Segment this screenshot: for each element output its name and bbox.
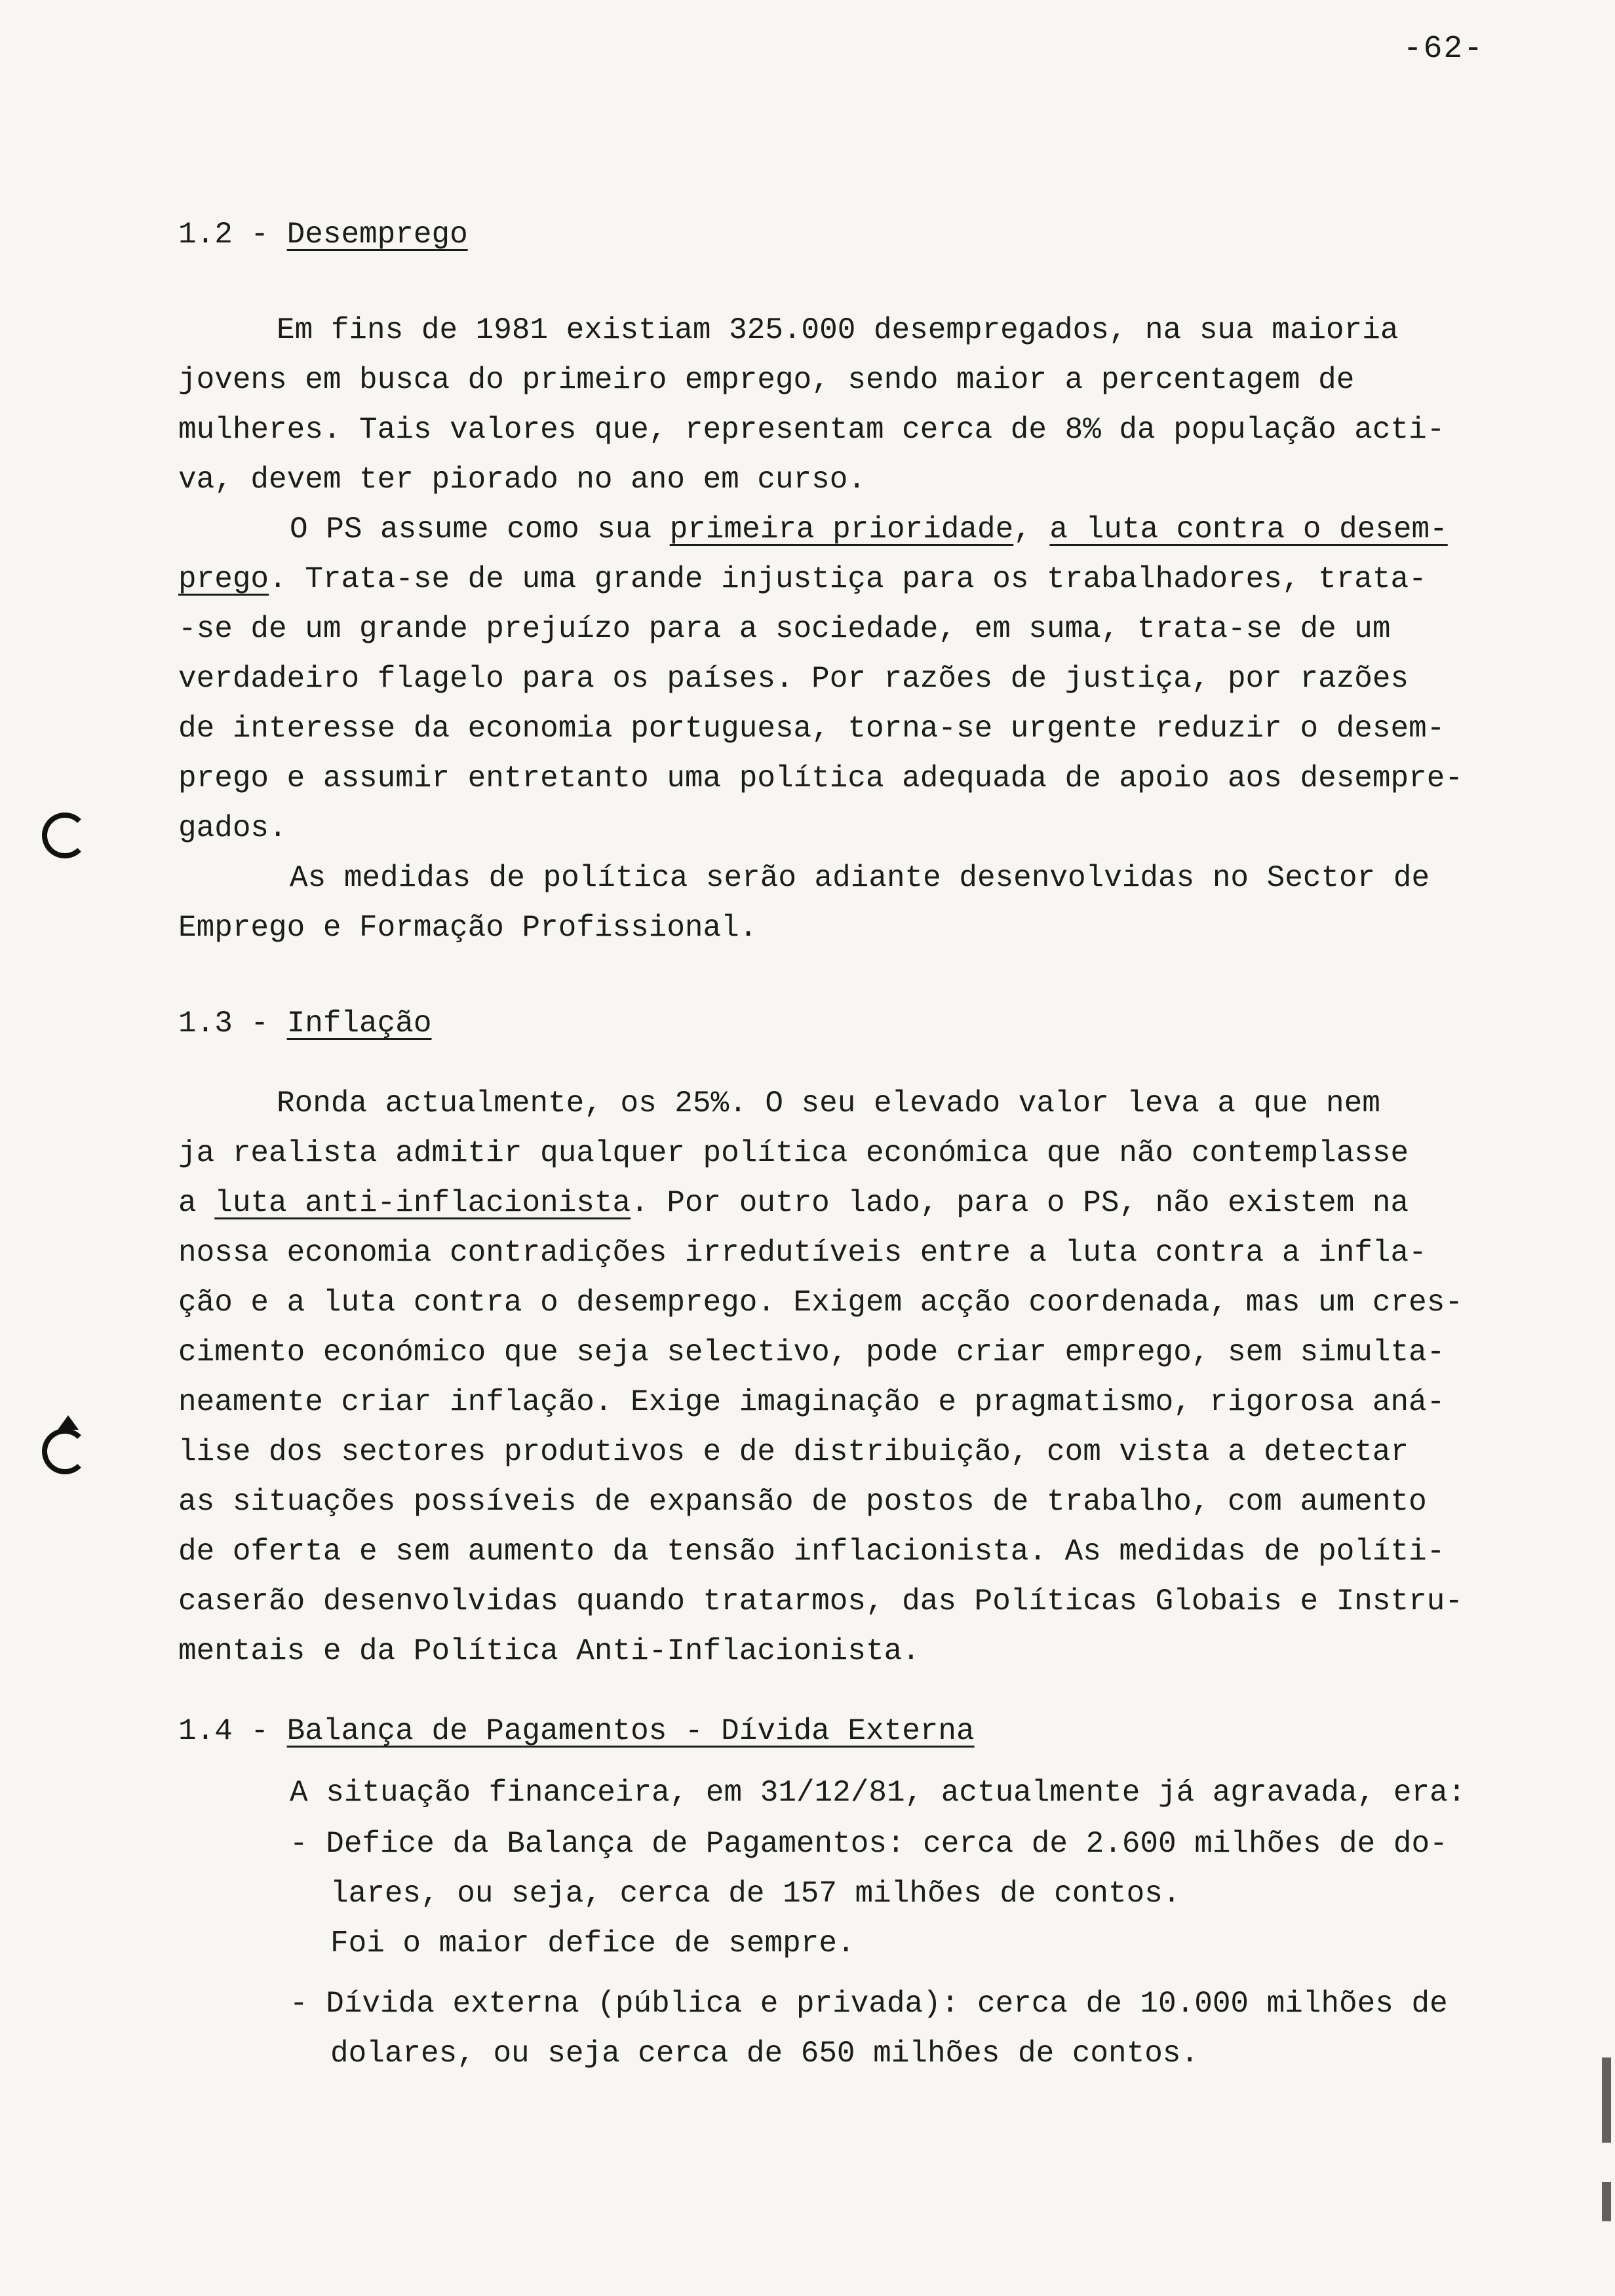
text-line: Foi o maior defice de sempre. xyxy=(330,1926,855,1961)
paragraph xyxy=(178,1079,1594,1676)
text-segment: , xyxy=(1013,512,1050,546)
list-item xyxy=(178,1819,1594,1968)
section-title: Inflação xyxy=(286,1006,432,1041)
page-number: -62- xyxy=(1403,31,1484,67)
text-line: caserão desenvolvidas quando tratarmos, das Políticas Globais e Instru- xyxy=(178,1584,1463,1618)
text-line: - Dívida externa (pública e privada): cerca de 10.000 milhões de xyxy=(290,1987,1448,2021)
text-segment: O PS assume como sua xyxy=(290,512,670,546)
paragraph xyxy=(178,305,1594,505)
text-line: - Defice da Balança de Pagamentos: cerca de 2.600 milhões de do- xyxy=(290,1827,1448,1861)
text-line: lares, ou seja, cerca de 157 milhões de contos. xyxy=(330,1877,1181,1911)
text-line: Em fins de 1981 existiam 325.000 desempregados, na sua maioria xyxy=(277,313,1399,347)
section-number: 1.4 - xyxy=(178,1714,287,1748)
paragraph xyxy=(178,1768,1594,1818)
text-line: A situação financeira, em 31/12/81, actualmente já agravada, era: xyxy=(290,1776,1466,1810)
section-title: Balança de Pagamentos - Dívida Externa xyxy=(286,1714,975,1748)
text-line: As medidas de política serão adiante desenvolvidas no Sector de xyxy=(290,861,1430,895)
text-line: mulheres. Tais valores que, representam cerca de 8% da população acti- xyxy=(178,413,1445,447)
text-line: ja realista admitir qualquer política económica que não contemplasse xyxy=(178,1136,1409,1170)
text-line: dolares, ou seja cerca de 650 milhões de contos. xyxy=(330,2037,1199,2071)
text-line: Ronda actualmente, os 25%. O seu elevado valor leva a que nem xyxy=(277,1086,1380,1120)
text-line xyxy=(178,505,1594,554)
section-title: Desemprego xyxy=(286,218,468,252)
text-line: de interesse da economia portuguesa, torna-se urgente reduzir o desem- xyxy=(178,712,1445,746)
text-line: mentais e da Política Anti-Inflacionista. xyxy=(178,1634,920,1668)
underlined-phrase: primeira prioridade xyxy=(669,512,1014,546)
text-line: verdadeiro flagelo para os países. Por razões de justiça, por razões xyxy=(178,662,1409,696)
text-line: neamente criar inflação. Exige imaginação e pragmatismo, rigorosa aná- xyxy=(178,1385,1445,1419)
underlined-phrase: luta anti-inflacionista xyxy=(214,1186,631,1220)
underlined-phrase: prego xyxy=(178,562,269,596)
text-line: va, devem ter piorado no ano em curso. xyxy=(178,463,866,497)
text-line: cimento económico que seja selectivo, pode criar emprego, sem simulta- xyxy=(178,1335,1445,1369)
scan-edge-mark xyxy=(1602,2182,1611,2221)
text-line: as situações possíveis de expansão de postos de trabalho, com aumento xyxy=(178,1485,1427,1519)
text-segment: . Trata-se de uma grande injustiça para os trabalhadores, trata- xyxy=(269,562,1427,596)
scan-edge-mark xyxy=(1602,2057,1611,2143)
section-heading-desemprego xyxy=(178,218,468,252)
section-heading-balanca xyxy=(178,1714,975,1748)
text-line: Emprego e Formação Profissional. xyxy=(178,911,758,945)
punch-hole-mark xyxy=(42,813,88,858)
list-item xyxy=(178,1979,1594,2078)
paragraph xyxy=(178,853,1594,953)
text-line: gados. xyxy=(178,811,287,845)
text-line: nossa economia contradições irredutíveis entre a luta contra a infla- xyxy=(178,1236,1427,1270)
text-line: -se de um grande prejuízo para a sociedade, em suma, trata-se de um xyxy=(178,612,1391,646)
punch-hole-arrow-mark xyxy=(58,1415,79,1430)
underlined-phrase: a luta contra o desem- xyxy=(1049,512,1448,546)
text-line: jovens em busca do primeiro emprego, sendo maior a percentagem de xyxy=(178,363,1355,397)
text-line xyxy=(178,1178,1594,1228)
text-line: de oferta e sem aumento da tensão inflacionista. As medidas de políti- xyxy=(178,1535,1445,1569)
section-number: 1.2 - xyxy=(178,218,287,252)
section-number: 1.3 - xyxy=(178,1006,287,1041)
text-line: lise dos sectores produtivos e de distribuição, com vista a detectar xyxy=(178,1435,1409,1469)
text-segment: . Por outro lado, para o PS, não existem na xyxy=(631,1186,1409,1220)
text-line xyxy=(178,554,1594,604)
paragraph xyxy=(178,505,1594,853)
text-line: ção e a luta contra o desemprego. Exigem acção coordenada, mas um cres- xyxy=(178,1286,1463,1320)
punch-hole-mark xyxy=(42,1428,88,1474)
section-heading-inflacao xyxy=(178,1006,431,1041)
text-line: prego e assumir entretanto uma política adequada de apoio aos desempre- xyxy=(178,761,1463,795)
text-segment: a xyxy=(178,1186,215,1220)
